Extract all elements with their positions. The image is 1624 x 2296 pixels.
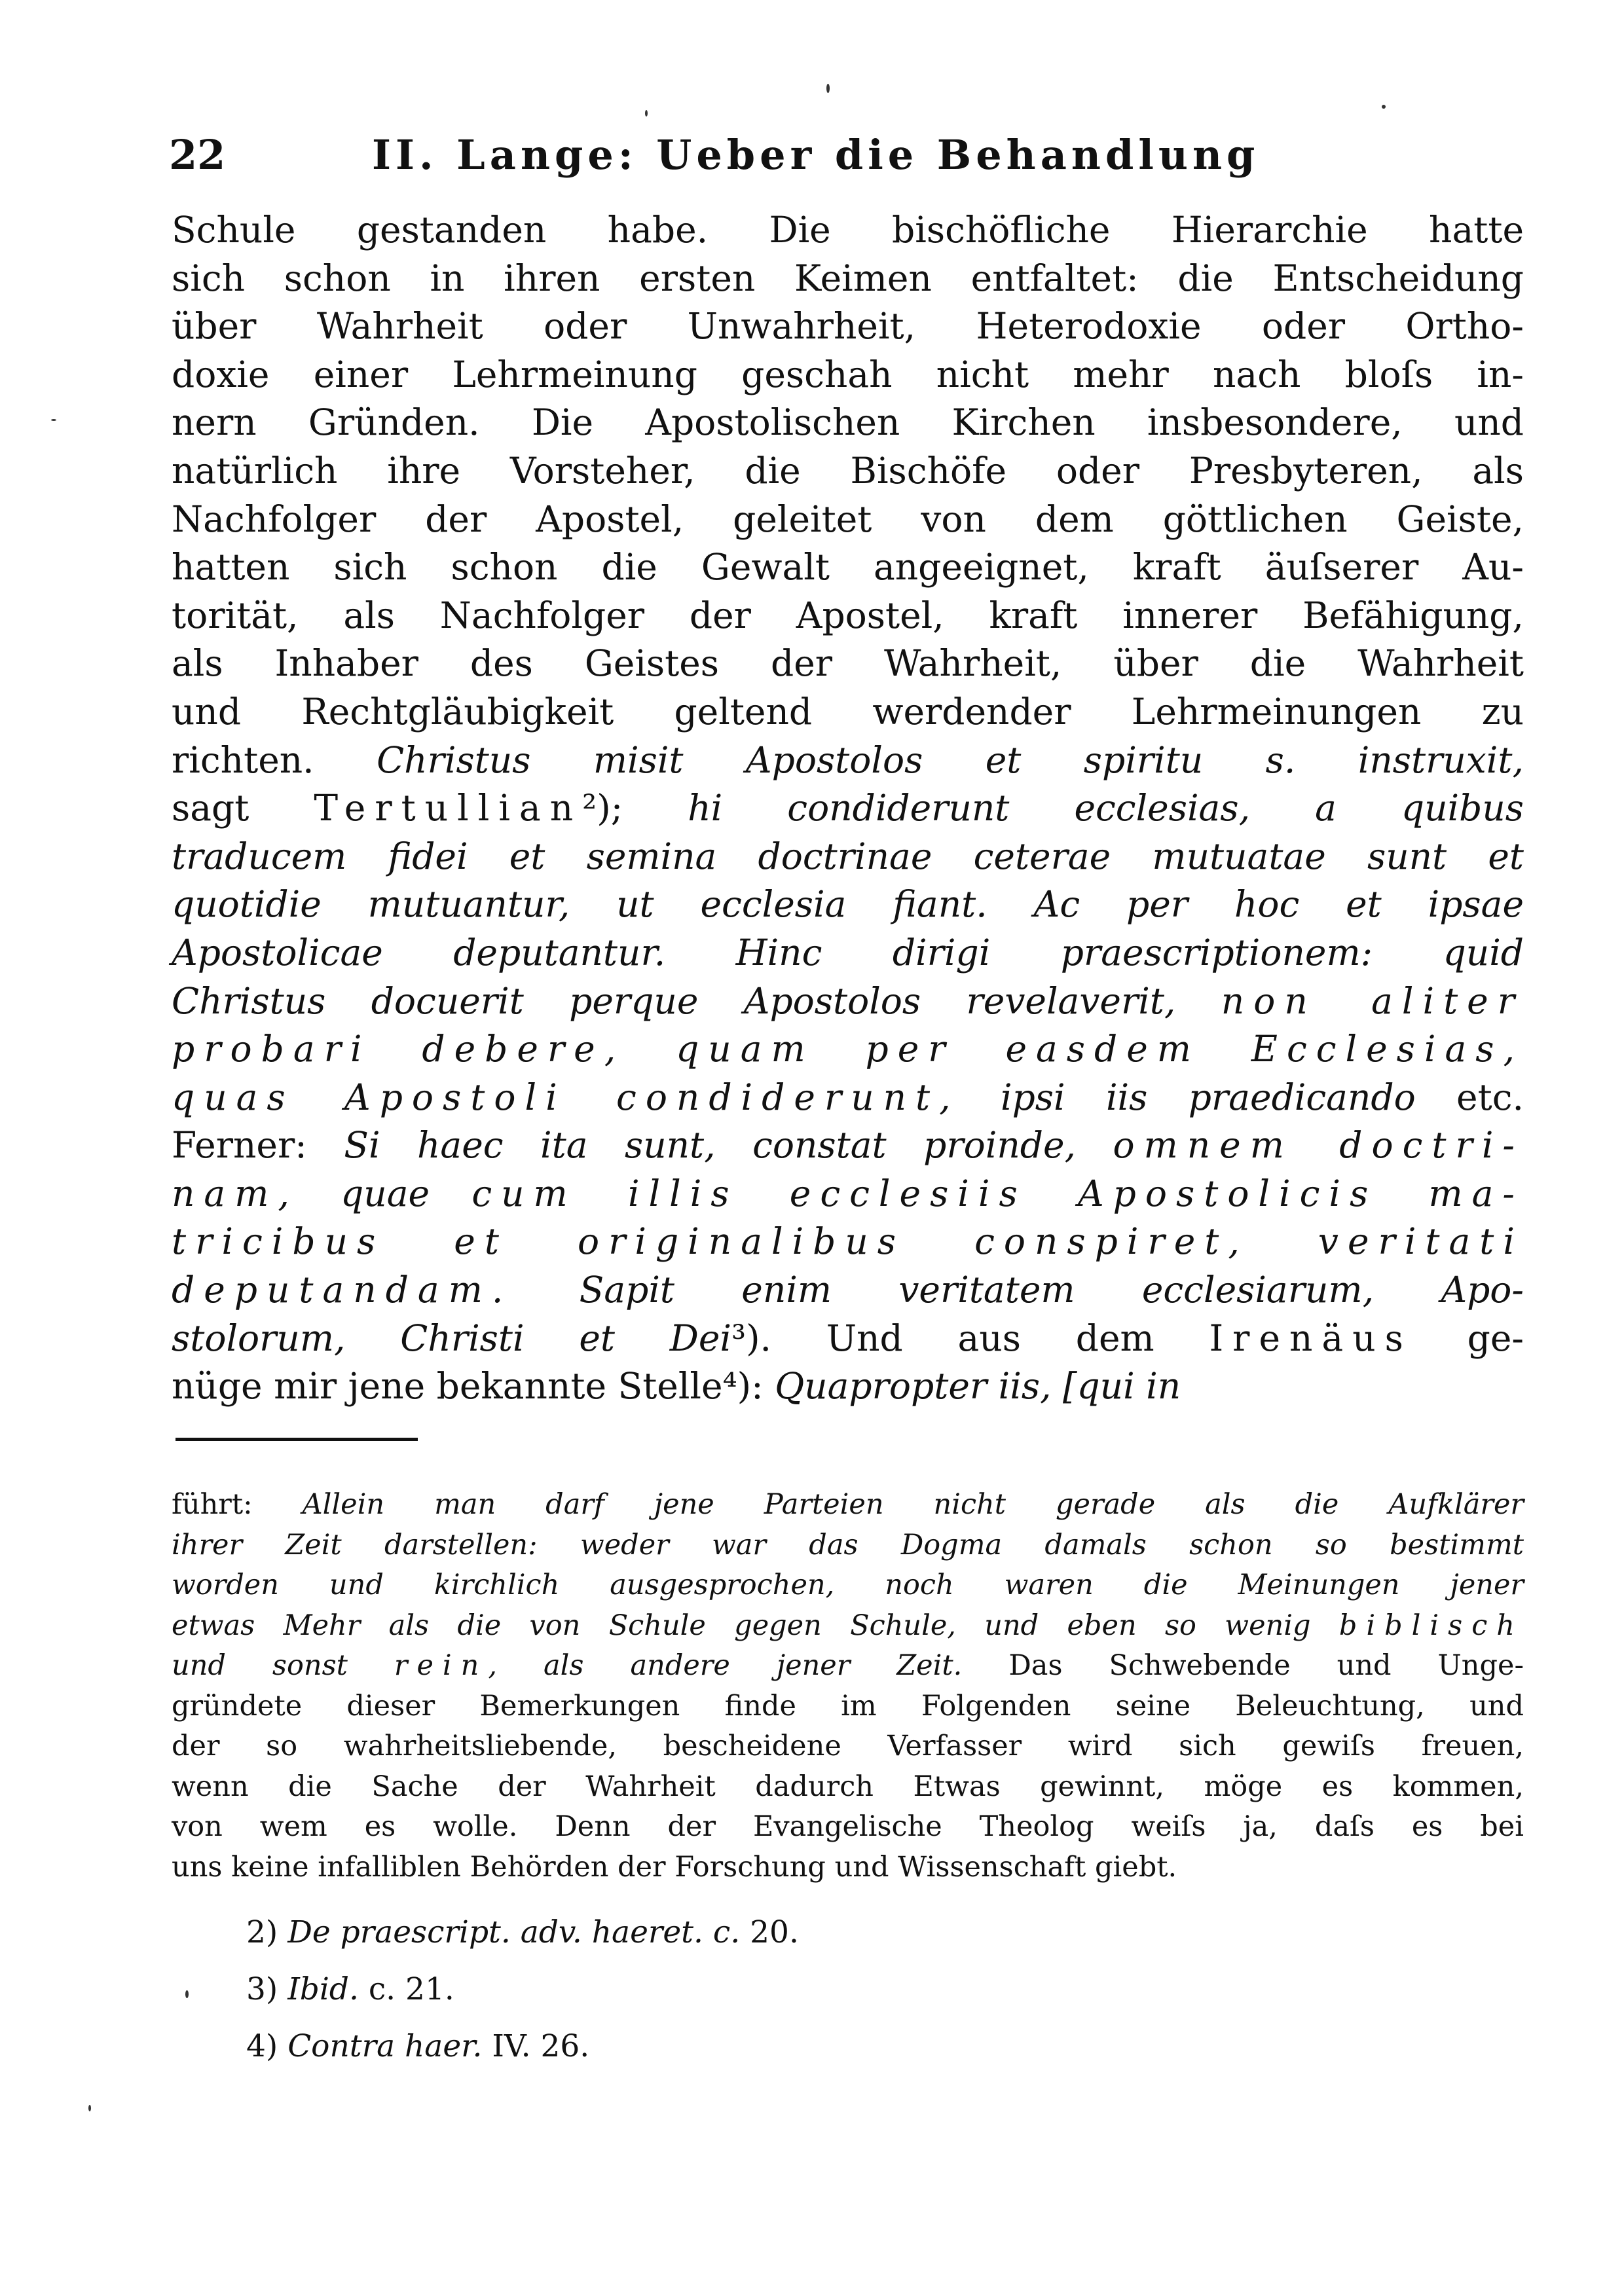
text-line <box>172 640 1524 688</box>
text-run: quae <box>298 1172 472 1214</box>
footnote-line <box>172 1848 1524 1888</box>
text-line <box>172 1362 1524 1411</box>
text-run: natürlich ihre Vorsteher, die Bischöfe oder Presbyteren, als <box>172 449 1524 492</box>
text-run: Quapropter iis, [qui in <box>775 1365 1181 1408</box>
footnote-line <box>172 1726 1524 1767</box>
text-run: uns keine infalliblen Behörden der Forschung und Wissenschaft giebt. <box>172 1850 1177 1884</box>
text-run: nern Gründen. Die Apostolischen Kirchen insbesondere, und <box>172 401 1524 444</box>
text-run: Ibid. <box>287 1971 359 2007</box>
text-line <box>172 688 1524 737</box>
footnote-reference <box>246 2018 799 2075</box>
text-run: non aliter <box>1221 979 1524 1022</box>
text-run: traducem fidei et semina doctrinae ceterae mutuatae sunt et <box>172 835 1524 877</box>
text-run: der so wahrheitsliebende, bescheidene Verfasser wird sich gewiſs freuen, <box>172 1730 1524 1762</box>
text-run: Irenäus <box>1209 1317 1412 1359</box>
text-run: sich schon in ihren ersten Keimen entfaltet: die Entscheidung <box>172 257 1524 299</box>
text-line <box>172 592 1524 640</box>
footnote-line <box>172 1807 1524 1848</box>
text-line <box>172 1121 1524 1170</box>
text-line <box>172 1218 1524 1266</box>
text-run: Schule gestanden habe. Die bischöfliche Hierarchie hatte <box>172 209 1524 251</box>
text-run: Ferner: <box>172 1124 344 1167</box>
print-speck <box>826 84 830 93</box>
text-run: 20. <box>740 1914 799 1950</box>
text-run: 3) <box>246 1971 288 2007</box>
text-run: biblisch <box>1338 1609 1524 1642</box>
footnote-rule <box>175 1438 418 1441</box>
text-run: rein <box>394 1649 489 1682</box>
text-line <box>172 784 1524 833</box>
text-run: tricibus et originalibus conspiret, veritati <box>172 1220 1524 1263</box>
text-line <box>172 737 1524 785</box>
footnote-line <box>172 1646 1524 1686</box>
text-line <box>172 929 1524 977</box>
text-run: von wem es wolle. Denn der Evangelische Theolog weiſs ja, daſs es bei <box>172 1810 1524 1843</box>
text-line <box>172 447 1524 496</box>
text-run: probari debere, quam per easdem Ecclesias, <box>172 1028 1524 1070</box>
text-line <box>172 1170 1524 1218</box>
text-run: nüge mir jene bekannte Stelle⁴): <box>172 1365 775 1408</box>
text-run: ²); <box>582 787 688 829</box>
main-text <box>172 206 1524 1411</box>
text-run: ge- <box>1412 1317 1524 1359</box>
print-speck <box>88 2105 91 2111</box>
text-run: , als andere jener Zeit. <box>488 1649 963 1682</box>
text-run: wenn die Sache der Wahrheit dadurch Etwas gewinnt, möge es kommen, <box>172 1770 1524 1803</box>
text-line <box>172 543 1524 592</box>
text-run: und Rechtgläubigkeit geltend werdender Lehrmeinungen zu <box>172 690 1524 733</box>
text-run: quotidie mutuantur, ut ecclesia fiant. Ac per hoc et ipsae <box>172 883 1524 926</box>
text-run: Nachfolger der Apostel, geleitet von dem göttlichen Geiste, <box>172 498 1524 540</box>
text-line <box>172 1074 1524 1122</box>
text-run: Christus misit Apostolos et spiritu s. instruxit, <box>377 738 1524 781</box>
text-run: Das Schwebende und Unge- <box>962 1649 1524 1682</box>
print-speck <box>645 110 648 117</box>
text-run: und sonst <box>172 1649 394 1682</box>
footnote-line <box>172 1565 1524 1606</box>
text-run: sagt <box>172 787 314 829</box>
text-run: quas Apostoli condiderunt, <box>172 1076 960 1118</box>
text-run: Christus docuerit perque Apostolos revelaverit, <box>172 979 1221 1022</box>
footnote-line <box>172 1767 1524 1808</box>
text-run: nam, <box>172 1172 299 1214</box>
text-run: 4) <box>246 2028 288 2064</box>
text-line <box>172 1025 1524 1074</box>
text-line <box>172 399 1524 447</box>
text-line <box>172 302 1524 351</box>
text-run: Apostolicae deputantur. Hinc dirigi praescriptionem: quid <box>172 931 1524 974</box>
text-run: richten. <box>172 738 377 781</box>
footnote-line <box>172 1525 1524 1566</box>
running-title: II. Lange: Ueber die Behandlung <box>372 131 1260 179</box>
footnote-line <box>172 1606 1524 1647</box>
text-run: worden und kirchlich ausgesprochen, noch waren die Meinungen jener <box>172 1569 1524 1601</box>
text-run: Si haec ita sunt, constat proinde, <box>344 1124 1113 1167</box>
print-speck <box>51 419 56 421</box>
text-run: ihrer Zeit darstellen: weder war das Dogma damals schon so bestimmt <box>172 1528 1524 1561</box>
text-run: hatten sich schon die Gewalt angeeignet, kraft äuſserer Au- <box>172 546 1524 589</box>
text-line <box>172 833 1524 881</box>
footnote-reference <box>246 1961 799 2018</box>
text-run: deputandam. <box>172 1269 513 1311</box>
text-line <box>172 351 1524 399</box>
text-run: führt: <box>172 1488 303 1521</box>
text-run: hi condiderunt ecclesias, a quibus <box>688 787 1524 829</box>
text-run: ipsi iis praedicando <box>959 1076 1416 1118</box>
text-run: etc. <box>1415 1076 1524 1118</box>
text-run: omnem doctri- <box>1113 1124 1524 1167</box>
text-line <box>172 496 1524 544</box>
text-run: als Inhaber des Geistes der Wahrheit, über die Wahrheit <box>172 642 1524 685</box>
page-header <box>169 131 1308 190</box>
text-line <box>172 1266 1524 1315</box>
text-run: stolorum, Christi et Dei <box>172 1317 732 1359</box>
text-run: ³). Und aus dem <box>731 1317 1209 1359</box>
text-line <box>172 255 1524 303</box>
text-line <box>172 206 1524 255</box>
text-run: De praescript. adv. haeret. c. <box>287 1914 741 1950</box>
text-run: c. 21. <box>358 1971 454 2007</box>
text-run: IV. 26. <box>482 2028 590 2064</box>
footnote-line <box>172 1485 1524 1525</box>
footnote-references <box>246 1904 799 2075</box>
text-run: Allein man darf jene Parteien nicht gerade als die Aufklärer <box>302 1488 1524 1521</box>
page-number: 22 <box>169 131 226 179</box>
text-run: gründete dieser Bemerkungen finde im Folgenden seine Beleuchtung, und <box>172 1689 1524 1722</box>
print-speck <box>185 1990 189 1998</box>
text-run: torität, als Nachfolger der Apostel, kraft innerer Befähigung, <box>172 594 1524 636</box>
footnote-line <box>172 1686 1524 1727</box>
footnote-continuation <box>172 1485 1524 1887</box>
text-run: cum illis ecclesiis Apostolicis ma- <box>471 1172 1524 1214</box>
text-run: Sapit enim veritatem ecclesiarum, Apo- <box>512 1269 1524 1311</box>
text-line <box>172 881 1524 929</box>
text-run: doxie einer Lehrmeinung geschah nicht mehr nach bloſs in- <box>172 353 1524 395</box>
print-speck <box>1382 105 1386 109</box>
text-run: Contra haer. <box>287 2028 483 2064</box>
text-line <box>172 1315 1524 1363</box>
text-run: über Wahrheit oder Unwahrheit, Heterodoxie oder Ortho- <box>172 305 1524 348</box>
text-line <box>172 977 1524 1026</box>
text-run: Tertullian <box>314 787 583 829</box>
footnote-reference <box>246 1904 799 1961</box>
text-run: etwas Mehr als die von Schule gegen Schule, und eben so wenig <box>172 1609 1339 1642</box>
text-run: 2) <box>246 1914 288 1950</box>
